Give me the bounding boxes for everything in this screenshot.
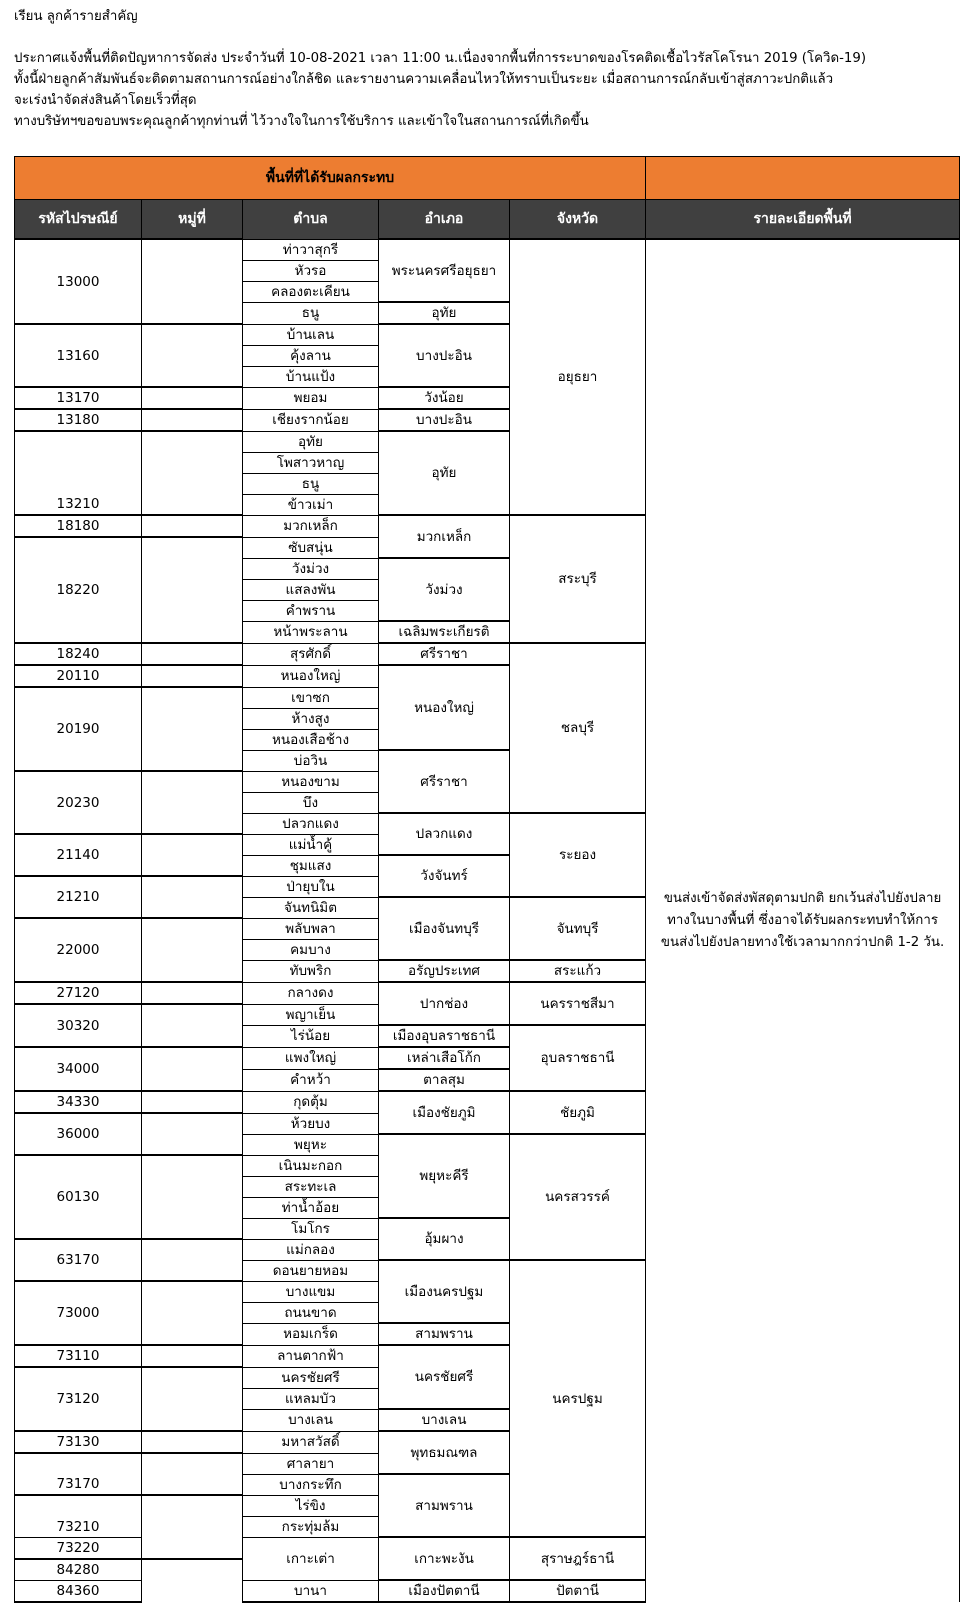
province-cell: จันทบุรี [510,897,646,960]
subdistrict-cell: สระทะเล [243,1176,379,1197]
district-cell: ปลวกแดง [379,813,510,855]
header-blank [646,157,960,200]
province-cell: ระยอง [510,813,646,897]
district-cell: เมืองจันทบุรี [379,897,510,960]
postal-code-cell: 21210 [15,876,142,918]
subdistrict-cell: ดอนยายหอม [243,1260,379,1281]
district-cell: นครชัยศรี [379,1345,510,1409]
subdistrict-cell: คมบาง [243,939,379,960]
district-cell: วังม่วง [379,558,510,621]
postal-code-cell: 18180 [15,515,142,537]
district-cell: เฉลิมพระเกียรติ [379,621,510,643]
village-cell [142,387,243,409]
subdistrict-cell: เชียงรากน้อย [243,409,379,431]
postal-code-cell: 73220 [15,1537,142,1559]
district-cell: บางปะอิน [379,324,510,387]
subdistrict-cell: หนองเสือช้าง [243,729,379,750]
village-cell [142,643,243,665]
area-details-note: ขนส่งเข้าจัดส่งพัสดุตามปกติ ยกเว้นส่งไปยังปลายทางในบางพื้นที่ ซึ่งอาจได้รับผลกระทบทำให้การขนส่งไปยังปลายทางใช้เวลามากกว่าปกติ 1-2 วัน. [646,239,960,1602]
district-cell: เมืองชัยภูมิ [379,1091,510,1134]
postal-code-cell: 18240 [15,643,142,665]
district-cell: ศรีราชา [379,643,510,665]
village-cell [142,1367,243,1431]
district-cell: สามพราน [379,1323,510,1345]
village-cell [142,431,243,515]
district-cell: เมืองนครปฐม [379,1260,510,1323]
province-cell: สระบุรี [510,515,646,643]
subdistrict-cell: ธนู [243,302,379,324]
village-cell [142,834,243,876]
district-cell: วังน้อย [379,387,510,409]
subdistrict-cell: พญาเย็น [243,1004,379,1025]
village-cell [142,687,243,771]
column-header-province: จังหวัด [510,200,646,240]
district-cell: เมืองปัตตานี [379,1580,510,1602]
postal-code-cell: 13170 [15,387,142,409]
subdistrict-cell: หนองใหญ่ [243,665,379,687]
subdistrict-cell: ลานตากฟ้า [243,1345,379,1367]
village-cell [142,876,243,918]
postal-code-cell: 13180 [15,409,142,431]
province-cell: นครราชสีมา [510,982,646,1025]
subdistrict-cell: บ้านแป้ง [243,366,379,387]
village-cell [142,1453,243,1495]
village-cell [142,1495,243,1559]
village-cell [142,1281,243,1345]
village-cell [142,324,243,387]
district-cell: ศรีราชา [379,750,510,813]
subdistrict-cell: บางเลน [243,1409,379,1431]
subdistrict-cell: ธนู [243,473,379,494]
village-cell [142,1155,243,1239]
province-cell: นครปฐม [510,1260,646,1537]
postal-code-cell: 84280 [15,1559,142,1581]
postal-code-cell: 84360 [15,1580,142,1602]
subdistrict-cell: ชุมแสง [243,855,379,876]
province-cell: ชัยภูมิ [510,1091,646,1134]
district-cell: พยุหะคีรี [379,1134,510,1218]
province-cell: ปัตตานี [510,1580,646,1602]
village-cell [142,1431,243,1453]
subdistrict-cell: บ่อวิน [243,750,379,771]
district-cell: มวกเหล็ก [379,515,510,558]
subdistrict-cell: บางแขม [243,1281,379,1302]
province-cell: อุบลราชธานี [510,1025,646,1091]
announcement [14,6,959,132]
subdistrict-cell: ถนนขาด [243,1302,379,1323]
district-cell: บางปะอิน [379,409,510,431]
postal-code-cell: 13160 [15,324,142,387]
affected-areas-header: พื้นที่ที่ได้รับผลกระทบ [15,157,646,200]
village-cell [142,1239,243,1281]
subdistrict-cell: วังม่วง [243,558,379,579]
village-cell [142,1004,243,1047]
subdistrict-cell: มหาสวัสดิ์ [243,1431,379,1453]
column-header-details: รายละเอียดพื้นที่ [646,200,960,240]
postal-code-cell: 36000 [15,1113,142,1155]
subdistrict-cell: ท่าน้ำอ้อย [243,1197,379,1218]
announcement-line-1: ประกาศแจ้งพื้นที่ติดปัญหาการจัดส่ง ประจำวันที่ 10-08-2021 เวลา 11:00 น.เนื่องจากพื้นที่การระบาดของโรคติดเชื้อไวรัสโคโรนา 2019 (โควิด-19) [14,51,867,66]
subdistrict-cell: มวกเหล็ก [243,515,379,537]
subdistrict-cell: ไร่น้อย [243,1025,379,1047]
postal-code-cell: 13210 [15,431,142,515]
column-header-subdistrict: ตำบล [243,200,379,240]
subdistrict-cell: หนองขาม [243,771,379,792]
district-cell: อุทัย [379,431,510,515]
column-header-village: หมู่ที่ [142,200,243,240]
district-cell: อุทัย [379,302,510,324]
subdistrict-cell: บ้านเลน [243,324,379,345]
district-cell: ตาลสุม [379,1069,510,1091]
district-cell: บางเลน [379,1409,510,1431]
subdistrict-cell: คลองตะเคียน [243,281,379,302]
subdistrict-cell: ปลวกแดง [243,813,379,834]
column-header-postal-code: รหัสไปรษณีย์ [15,200,142,240]
subdistrict-cell: จันทนิมิต [243,897,379,918]
postal-code-cell: 73110 [15,1345,142,1367]
subdistrict-cell: เขาซก [243,687,379,708]
village-cell [142,1559,243,1603]
postal-code-cell: 73210 [15,1495,142,1537]
district-cell: ปากช่อง [379,982,510,1025]
greeting: เรียน ลูกค้ารายสำคัญ [14,9,138,24]
subdistrict-cell: โมโกร [243,1218,379,1239]
subdistrict-cell: แม่กลอง [243,1239,379,1260]
village-cell [142,982,243,1004]
province-cell: สระแก้ว [510,960,646,982]
district-cell: อุ้มผาง [379,1218,510,1260]
district-cell: หนองใหญ่ [379,665,510,750]
subdistrict-cell: สุรศักดิ์ [243,643,379,665]
subdistrict-cell: ซับสนุ่น [243,537,379,558]
postal-code-cell: 73130 [15,1431,142,1453]
village-cell [142,1345,243,1367]
subdistrict-cell: อุทัย [243,431,379,452]
subdistrict-cell: คำพราน [243,600,379,621]
postal-code-cell: 34330 [15,1091,142,1113]
subdistrict-cell: คุ้งลาน [243,345,379,366]
postal-code-cell: 20110 [15,665,142,687]
subdistrict-cell: กุดตุ้ม [243,1091,379,1113]
subdistrict-cell: บานา [243,1580,379,1602]
postal-code-cell: 21140 [15,834,142,876]
province-cell: ชลบุรี [510,643,646,813]
subdistrict-cell: เนินมะกอก [243,1155,379,1176]
province-cell: สุราษฎร์ธานี [510,1537,646,1580]
subdistrict-cell: หน้าพระลาน [243,621,379,643]
postal-code-cell: 13000 [15,239,142,324]
column-header-district: อำเภอ [379,200,510,240]
affected-areas-table [14,156,960,1603]
village-cell [142,771,243,834]
village-cell [142,665,243,687]
district-cell: วังจันทร์ [379,855,510,897]
province-cell: อยุธยา [510,239,646,515]
postal-code-cell: 34000 [15,1047,142,1091]
announcement-line-3: จะเร่งนำจัดส่งสินค้าโดยเร็วที่สุด [14,93,197,108]
subdistrict-cell: ไร่ขิง [243,1495,379,1516]
village-cell [142,918,243,982]
spacer [14,27,959,48]
subdistrict-cell: เกาะเต่า [243,1537,379,1580]
subdistrict-cell: บางกระทึก [243,1474,379,1495]
postal-code-cell: 73170 [15,1453,142,1495]
announcement-line-4: ทางบริษัทฯขอขอบพระคุณลูกค้าทุกท่านที่ ไว้วางใจในการใช้บริการ และเข้าใจในสถานการณ์ที่เกิดขึ้น [14,114,589,129]
subdistrict-cell: ห้วยบง [243,1113,379,1134]
district-cell: สามพราน [379,1474,510,1537]
subdistrict-cell: ป่ายุบใน [243,876,379,897]
subdistrict-cell: หอมเกร็ด [243,1323,379,1345]
table-body [15,239,960,1602]
subdistrict-cell: พลับพลา [243,918,379,939]
village-cell [142,537,243,643]
village-cell [142,515,243,537]
subdistrict-cell: ห้างสูง [243,708,379,729]
district-cell: เมืองอุบลราชธานี [379,1025,510,1047]
postal-code-cell: 73120 [15,1367,142,1431]
subdistrict-cell: คำหว้า [243,1069,379,1091]
subdistrict-cell: โพสาวหาญ [243,452,379,473]
postal-code-cell: 27120 [15,982,142,1004]
subdistrict-cell: แม่น้ำคู้ [243,834,379,855]
postal-code-cell: 22000 [15,918,142,982]
subdistrict-cell: พยุหะ [243,1134,379,1155]
subdistrict-cell: แพงใหญ่ [243,1047,379,1069]
subdistrict-cell: แสลงพัน [243,579,379,600]
district-cell: อรัญประเทศ [379,960,510,982]
subdistrict-cell: กลางดง [243,982,379,1004]
subdistrict-cell: แหลมบัว [243,1388,379,1409]
postal-code-cell: 60130 [15,1155,142,1239]
district-cell: เหล่าเสือโก้ก [379,1047,510,1069]
province-cell: นครสวรรค์ [510,1134,646,1260]
postal-code-cell: 63170 [15,1239,142,1281]
subdistrict-cell: ข้าวเม่า [243,494,379,515]
village-cell [142,409,243,431]
subdistrict-cell: หัวรอ [243,260,379,281]
district-cell: เกาะพะงัน [379,1537,510,1580]
subdistrict-cell: ท่าวาสุกรี [243,239,379,260]
postal-code-cell: 30320 [15,1004,142,1047]
village-cell [142,1113,243,1155]
postal-code-cell: 20230 [15,771,142,834]
subdistrict-cell: กระทุ่มล้ม [243,1516,379,1537]
subdistrict-cell: บึง [243,792,379,813]
postal-code-cell: 18220 [15,537,142,643]
village-cell [142,1091,243,1113]
postal-code-cell: 20190 [15,687,142,771]
subdistrict-cell: นครชัยศรี [243,1367,379,1388]
postal-code-cell: 73000 [15,1281,142,1345]
subdistrict-cell: พยอม [243,387,379,409]
district-cell: พระนครศรีอยุธยา [379,239,510,302]
subdistrict-cell: ศาลายา [243,1453,379,1474]
table-row [15,239,960,260]
district-cell: พุทธมณฑล [379,1431,510,1474]
subdistrict-cell: ทับพริก [243,960,379,982]
village-cell [142,239,243,324]
village-cell [142,1047,243,1091]
announcement-line-2: ทั้งนี้ฝ่ายลูกค้าสัมพันธ์จะติดตามสถานการณ์อย่างใกล้ชิด และรายงานความเคลื่อนไหวให้ทราบเป็นระยะ เมื่อสถานการณ์กลับเข้าสู่สภาวะปกติแล้ว [14,72,834,87]
